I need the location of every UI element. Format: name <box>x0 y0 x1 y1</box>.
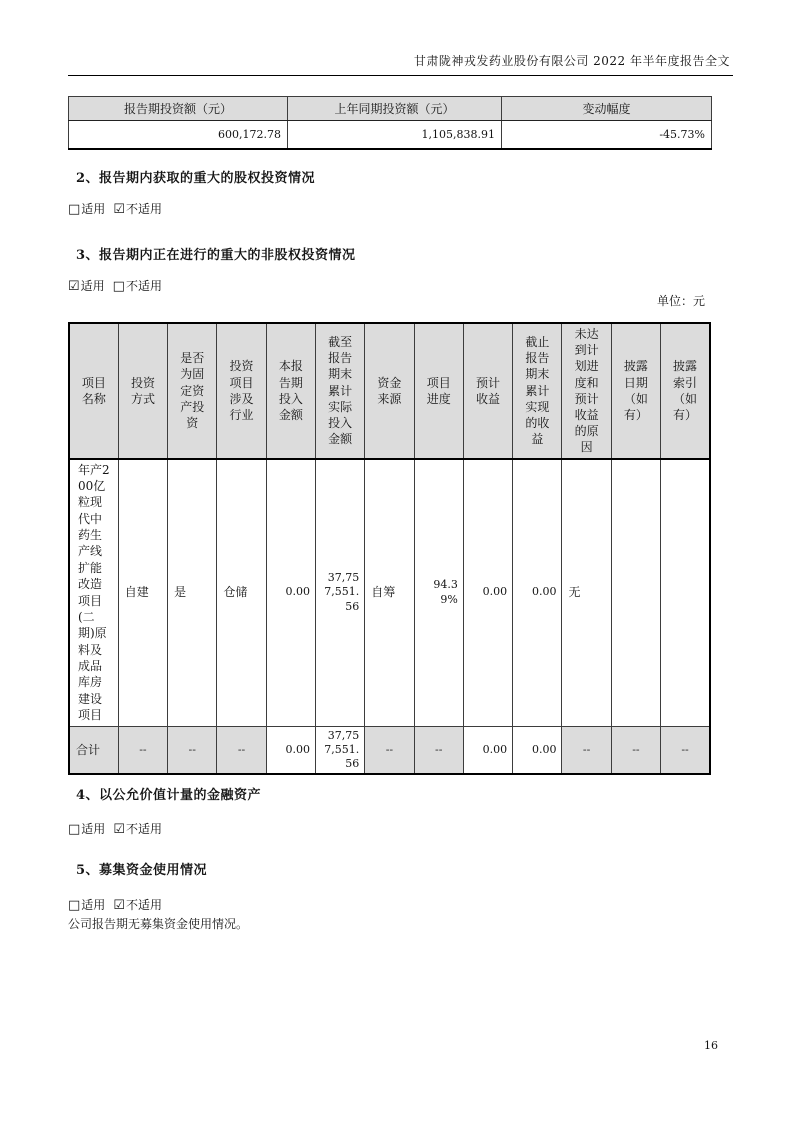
investment-summary-table <box>68 96 712 150</box>
cell-investment-method: 自建 <box>118 459 167 727</box>
applicability-line-s4 <box>68 820 162 837</box>
cell-disclosure-index <box>661 459 710 727</box>
summary-col-header-change: 变动幅度 <box>502 97 712 121</box>
checkbox-checked-icon: ☑ <box>113 202 125 217</box>
summary-value-row <box>69 121 712 150</box>
applicable-label: 适用 <box>81 202 106 216</box>
col-header-disclosure-index: 披露索引（如有） <box>661 323 710 459</box>
cell-fixed-asset: 是 <box>168 459 217 727</box>
applicable-label: 适用 <box>80 279 105 293</box>
section-title-fair-value-assets: 4、以公允价值计量的金融资产 <box>76 788 262 803</box>
cell-total-industry: -- <box>217 726 266 774</box>
cell-realized-income: 0.00 <box>513 459 562 727</box>
header-rule <box>68 75 733 76</box>
col-header-realized-income: 截止报告期末累计实现的收益 <box>513 323 562 459</box>
total-table-row <box>69 726 710 774</box>
not-applicable-label: 不适用 <box>125 822 162 836</box>
summary-value-prior: 1,105,838.91 <box>288 121 502 150</box>
cell-progress: 94.39% <box>414 459 463 727</box>
cell-total-method: -- <box>118 726 167 774</box>
summary-value-period: 600,172.78 <box>69 121 288 150</box>
col-header-period-investment: 本报告期投入金额 <box>266 323 315 459</box>
cell-industry: 仓储 <box>217 459 266 727</box>
cell-total-funding-source: -- <box>365 726 414 774</box>
not-applicable-label: 不适用 <box>125 202 162 216</box>
applicability-line-s5 <box>68 896 162 913</box>
col-header-industry: 投资项目涉及行业 <box>217 323 266 459</box>
page-number: 16 <box>704 1039 718 1052</box>
cell-total-cumulative-investment: 37,757,551.56 <box>315 726 364 774</box>
checkbox-unchecked-icon: □ <box>68 822 81 837</box>
not-applicable-label: 不适用 <box>125 279 162 293</box>
section-title-non-equity-investment: 3、报告期内正在进行的重大的非股权投资情况 <box>76 248 356 263</box>
summary-col-header-prior: 上年同期投资额（元） <box>288 97 502 121</box>
cell-total-label: 合计 <box>69 726 118 774</box>
applicable-label: 适用 <box>81 822 106 836</box>
applicability-line-s3 <box>68 277 162 294</box>
section-title-equity-investment: 2、报告期内获取的重大的股权投资情况 <box>76 171 316 186</box>
col-header-funding-source: 资金来源 <box>365 323 414 459</box>
checkbox-unchecked-icon: □ <box>68 202 81 217</box>
cell-funding-source: 自筹 <box>365 459 414 727</box>
section-title-raised-funds: 5、募集资金使用情况 <box>76 863 208 878</box>
cell-total-expected-income: 0.00 <box>463 726 512 774</box>
cell-total-period-investment: 0.00 <box>266 726 315 774</box>
summary-value-change: -45.73% <box>502 121 712 150</box>
summary-header-row <box>69 97 712 121</box>
checkbox-unchecked-icon: □ <box>112 279 125 294</box>
cell-expected-income: 0.00 <box>463 459 512 727</box>
raised-funds-note: 公司报告期无募集资金使用情况。 <box>68 917 249 931</box>
applicability-line-s2 <box>68 200 162 217</box>
cell-project-name: 年产200亿粒现代中药生产线扩能改造项目(二期)原料及成品库房建设项目 <box>69 459 118 727</box>
summary-col-header-period: 报告期投资额（元） <box>69 97 288 121</box>
cell-total-fixed-asset: -- <box>168 726 217 774</box>
investment-table-header-row <box>69 323 710 459</box>
unit-label: 单位：元 <box>656 294 705 308</box>
not-applicable-label: 不适用 <box>125 898 162 912</box>
col-header-delay-reason: 未达到计划进度和预计收益的原因 <box>562 323 611 459</box>
page-header-title: 甘肃陇神戎发药业股份有限公司 2022 年半年度报告全文 <box>413 54 730 68</box>
cell-delay-reason: 无 <box>562 459 611 727</box>
col-header-project-name: 项目名称 <box>69 323 118 459</box>
col-header-fixed-asset: 是否为固定资产投资 <box>168 323 217 459</box>
cell-total-disclosure-date: -- <box>611 726 660 774</box>
checkbox-checked-icon: ☑ <box>113 898 125 913</box>
cell-period-investment: 0.00 <box>266 459 315 727</box>
cell-total-progress: -- <box>414 726 463 774</box>
col-header-cumulative-investment: 截至报告期末累计实际投入金额 <box>315 323 364 459</box>
cell-total-delay-reason: -- <box>562 726 611 774</box>
applicable-label: 适用 <box>81 898 106 912</box>
cell-disclosure-date <box>611 459 660 727</box>
checkbox-checked-icon: ☑ <box>113 822 125 837</box>
col-header-disclosure-date: 披露日期（如有） <box>611 323 660 459</box>
cell-total-disclosure-index: -- <box>661 726 710 774</box>
col-header-progress: 项目进度 <box>414 323 463 459</box>
cell-total-realized-income: 0.00 <box>513 726 562 774</box>
project-table-row <box>69 459 710 727</box>
cell-cumulative-investment: 37,757,551.56 <box>315 459 364 727</box>
col-header-investment-method: 投资方式 <box>118 323 167 459</box>
checkbox-checked-icon: ☑ <box>68 279 80 294</box>
col-header-expected-income: 预计收益 <box>463 323 512 459</box>
non-equity-investment-table <box>68 322 711 775</box>
checkbox-unchecked-icon: □ <box>68 898 81 913</box>
